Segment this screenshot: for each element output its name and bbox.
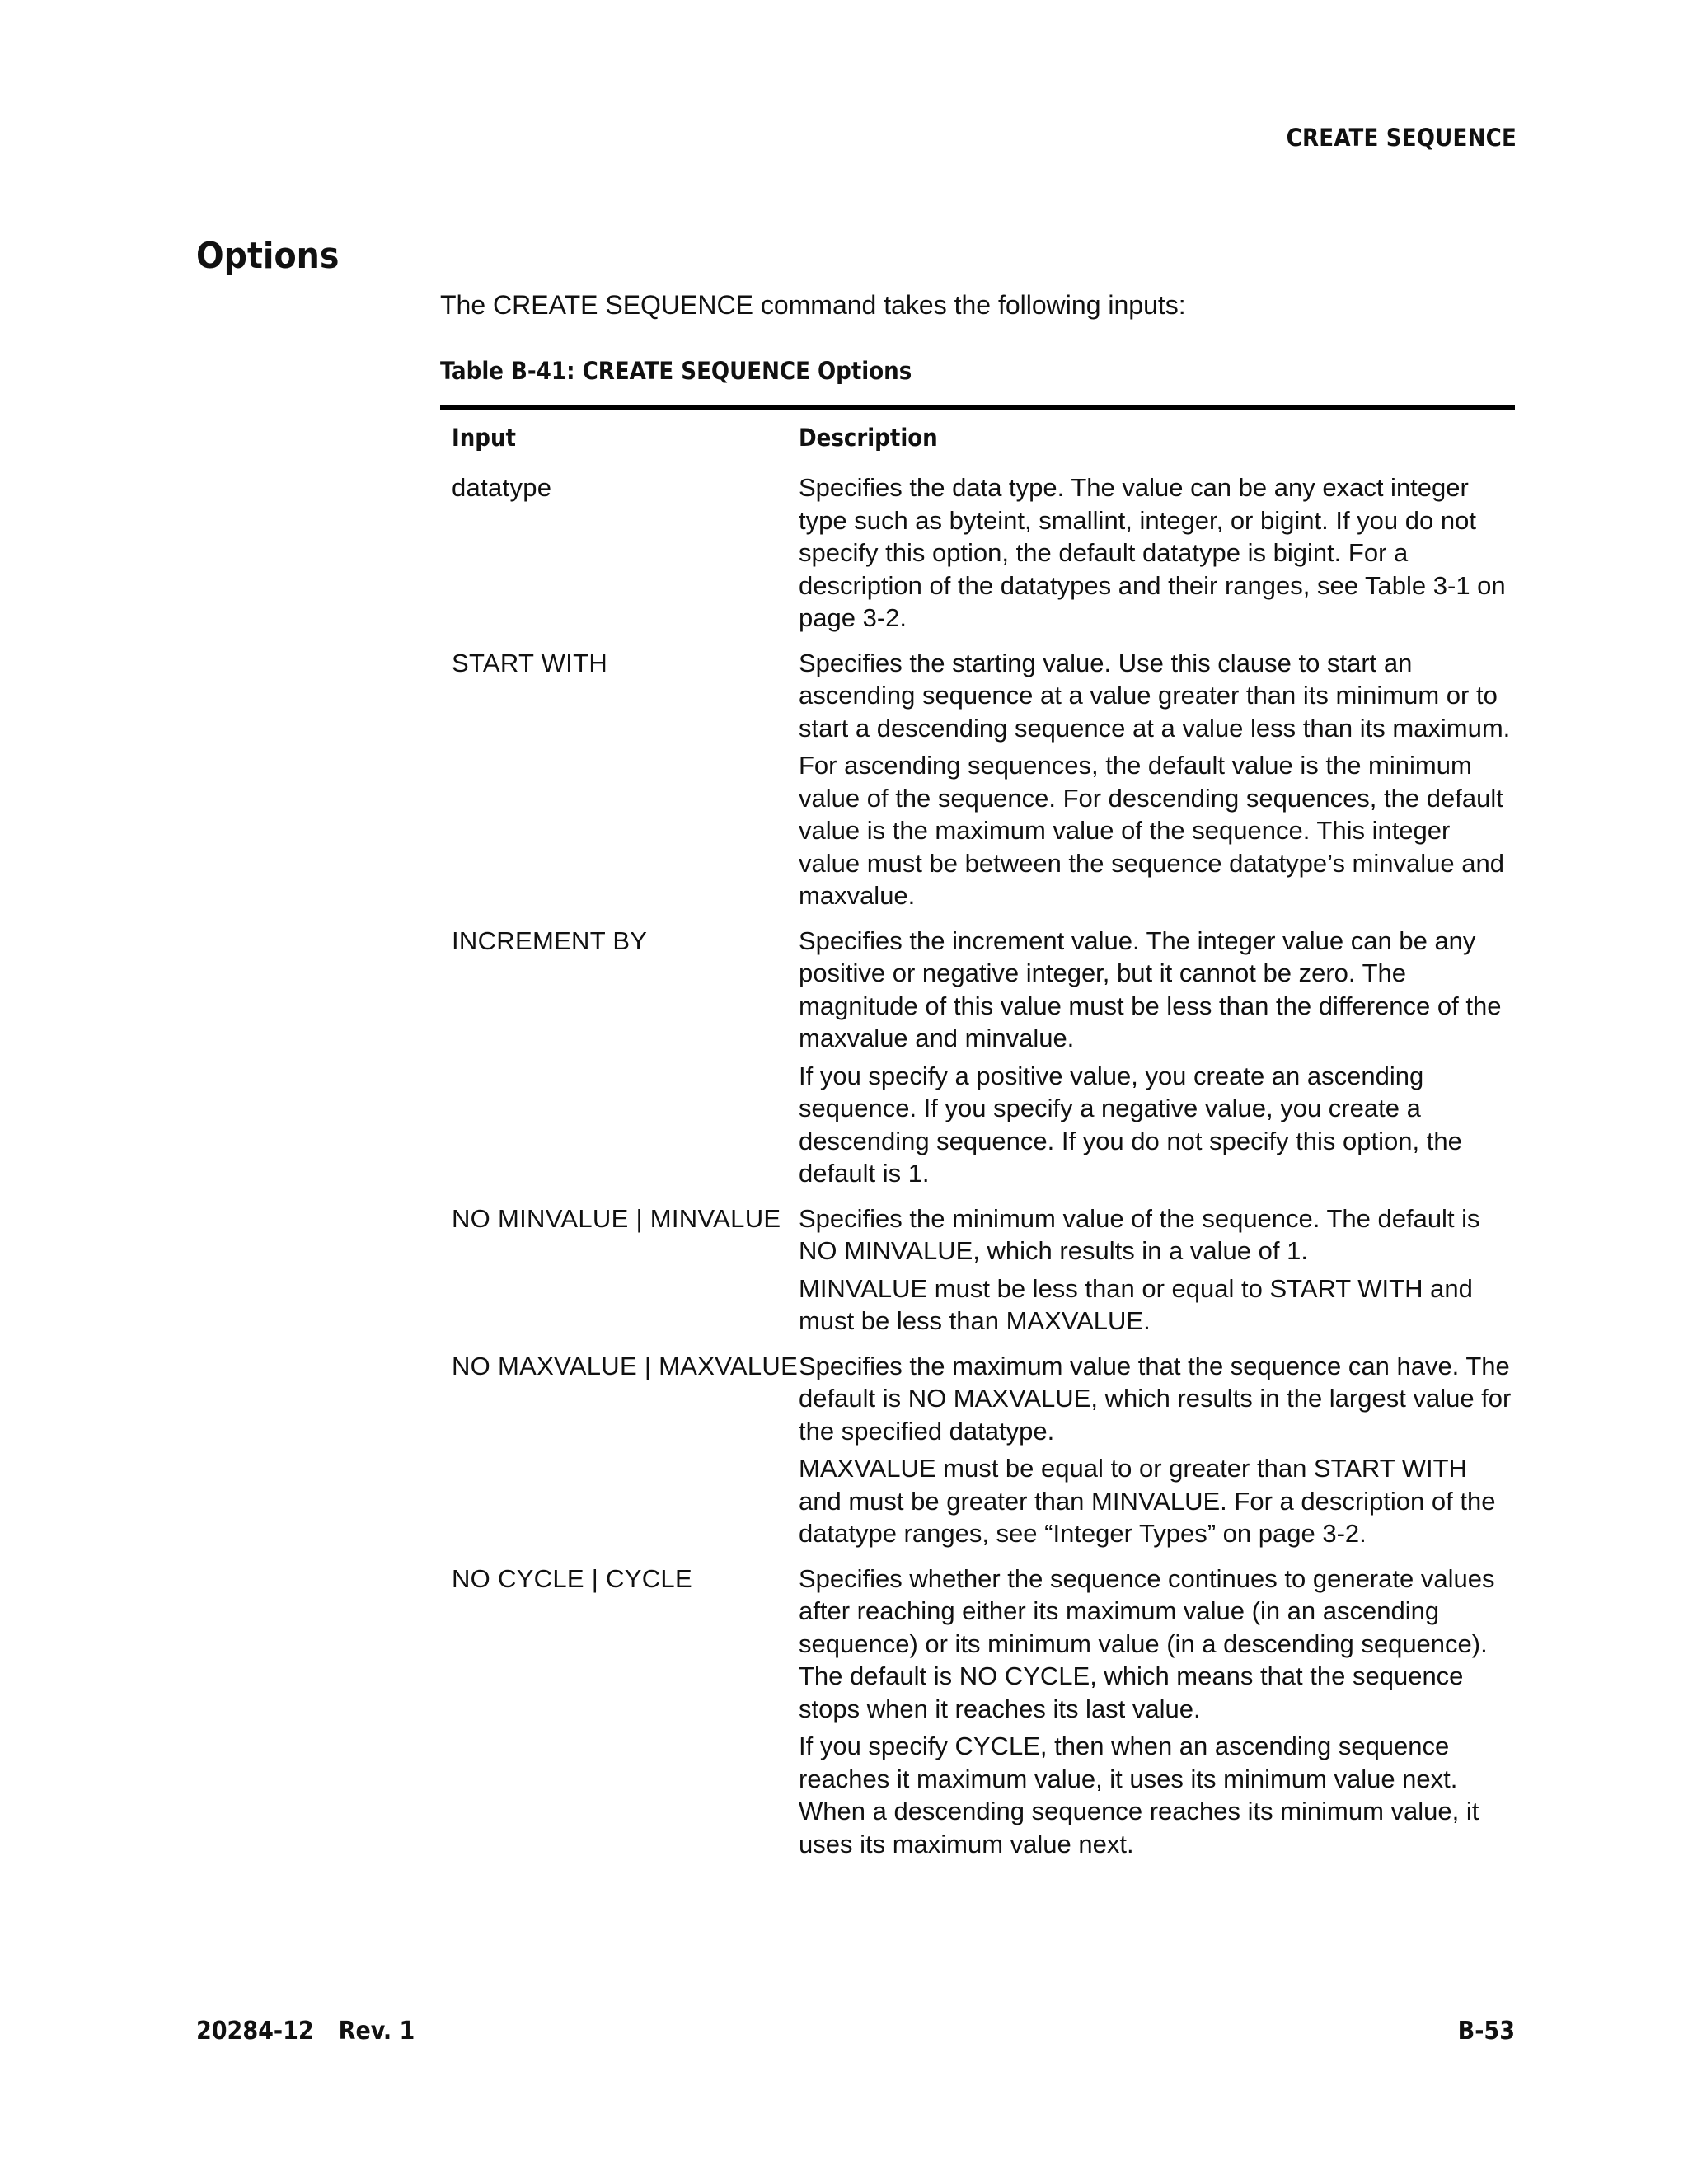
input-cell: NO MAXVALUE | MAXVALUE [452,1351,799,1380]
table-top-rule [440,405,1515,410]
description-paragraph: Specifies the minimum value of the sequence. The default is NO MINVALUE, which results in a value of 1. [799,1203,1480,1265]
description-cell [799,1202,1515,1338]
description-paragraph: For ascending sequences, the default value is the minimum value of the sequence. For descending sequences, the default value is the maximum value of the sequence. This integer value must be between the sequence datatype’s minvalue and maxvalue. [799,751,1504,910]
description-cell [799,647,1515,912]
table-header-row [440,416,1515,459]
column-header-input: Input [452,424,517,452]
description-cell [799,471,1515,635]
description-paragraph: MINVALUE must be less than or equal to START WITH and must be less than MAXVALUE. [799,1273,1473,1335]
table-row [440,1563,1515,1861]
description-paragraph: Specifies the increment value. The integer value can be any positive or negative integer, but it cannot be zero. The magnitude of this value must be less than the difference of the maxvalue and minvalue. [799,926,1502,1052]
page-number: B-53 [1457,2017,1515,2046]
description-paragraph: Specifies the starting value. Use this clause to start an ascending sequence at a value greater than its minimum or to start a descending sequence at a value less than its maximum. [799,648,1511,743]
description-paragraph: MAXVALUE must be equal to or greater than START WITH and must be greater than MINVALUE. For a description of the datatype ranges, see “Integer Types” on page 3-2. [799,1454,1496,1548]
input-cell: datatype [452,473,552,502]
description-paragraph: Specifies whether the sequence continues to generate values after reaching either its maximum value (in an ascending sequence) or its minimum value (in a descending sequence). The default is NO CYCLE, which means that the sequence stops when it reaches its last value. [799,1563,1495,1723]
description-paragraph: Specifies the maximum value that the sequence can have. The default is NO MAXVALUE, which results in the largest value for the specified datatype. [799,1351,1512,1446]
footer-doc-id [196,2017,415,2046]
description-cell [799,925,1515,1190]
description-paragraph: If you specify a positive value, you create an ascending sequence. If you specify a negative value, you create a descending sequence. If you do not specify this option, the default is 1. [799,1061,1462,1188]
input-cell: NO MINVALUE | MINVALUE [452,1203,781,1233]
table-body [440,471,1515,1860]
running-header: CREATE SEQUENCE [1286,124,1517,152]
table-row [440,471,1515,635]
description-cell [799,1563,1515,1861]
revision: Rev. 1 [338,2017,415,2046]
options-table [440,416,1515,1860]
input-cell: NO CYCLE | CYCLE [452,1563,692,1593]
input-cell: INCREMENT BY [452,926,648,955]
input-cell: START WITH [452,648,607,677]
table-row [440,1350,1515,1550]
table-row [440,925,1515,1190]
section-title: Options [196,235,340,277]
description-cell [799,1350,1515,1550]
table-caption: Table B-41: CREATE SEQUENCE Options [440,357,912,385]
table-row [440,1202,1515,1338]
column-header-description: Description [799,424,938,452]
doc-number: 20284-12 [196,2017,314,2046]
description-paragraph: Specifies the data type. The value can be any exact integer type such as byteint, smallint, integer, or bigint. If you do not specify this option, the default datatype is bigint. For a description of the datatypes and their ranges, see Table 3-1 on page 3-2. [799,473,1506,632]
description-paragraph: If you specify CYCLE, then when an ascending sequence reaches it maximum value, it uses its minimum value next. When a descending sequence reaches its minimum value, it uses its maximum value next. [799,1732,1479,1858]
intro-text: The CREATE SEQUENCE command takes the following inputs: [440,290,1186,320]
table-row [440,647,1515,912]
